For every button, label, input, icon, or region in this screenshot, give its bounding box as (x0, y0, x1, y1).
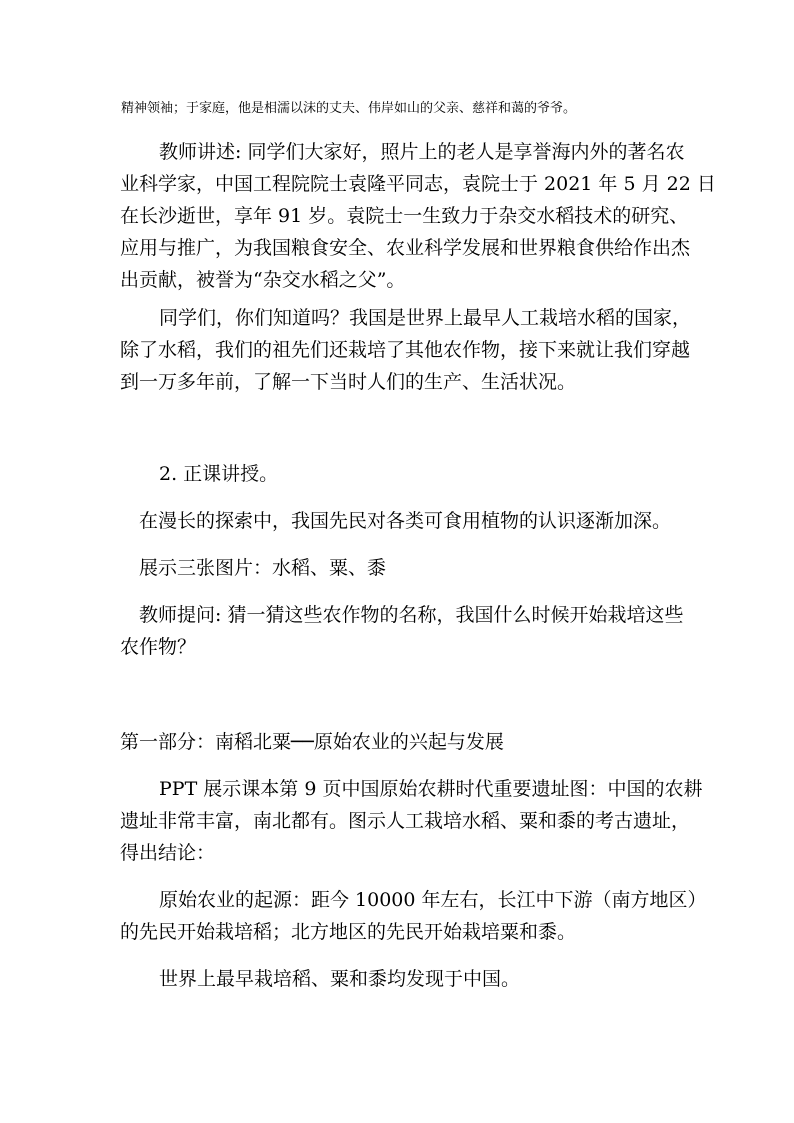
text-line: 除了水稻，我们的祖先们还栽培了其他农作物，接下来就让我们穿越 (120, 339, 691, 361)
text-line: 业科学家，中国工程院院士袁隆平同志，袁院士于 2021 年 5 月 22 日 (120, 173, 716, 195)
text-line-intro: 精神领袖；于家庭，他是相濡以沫的丈夫、伟岸如山的父亲、慈祥和蔼的爷爷。 (121, 101, 577, 116)
text-line-teacher-narration: 教师讲述: 同学们大家好，照片上的老人是享誉海内外的著名农 (159, 141, 685, 163)
text-line-ppt: PPT 展示课本第 9 页中国原始农耕时代重要遗址图：中国的农耕 (159, 778, 703, 800)
section-heading-lecture: 2. 正课讲授。 (159, 463, 279, 485)
text-line: 的先民开始栽培稻；北方地区的先民开始栽培粟和黍。 (120, 921, 577, 943)
text-line: 在漫长的探索中，我国先民对各类可食用植物的认识逐渐加深。 (139, 510, 672, 532)
text-line: 应用与推广，为我国粮食安全、农业科学发展和世界粮食供给作出杰 (120, 237, 691, 259)
text-line: 到一万多年前，了解一下当时人们的生产、生活状况。 (120, 371, 577, 393)
text-line-images: 展示三张图片：水稻、粟、黍 (139, 557, 387, 579)
text-line-origin: 原始农业的起源：距今 10000 年左右，长江中下游（南方地区） (159, 889, 707, 911)
text-line: 得出结论： (120, 842, 216, 864)
text-line: 农作物？ (120, 636, 197, 658)
text-line: 出贡献，被誉为“杂交水稻之父”。 (120, 269, 406, 291)
text-line: 遗址非常丰富，南北都有。图示人工栽培水稻、粟和黍的考古遗址， (120, 810, 691, 832)
text-line-conclusion: 世界上最早栽培稻、粟和黍均发现于中国。 (159, 968, 521, 990)
text-line: 在长沙逝世，享年 91 岁。袁院士一生致力于杂交水稻技术的研究、 (120, 205, 689, 227)
section-heading-part-one: 第一部分：南稻北粟──原始农业的兴起与发展 (120, 731, 504, 753)
text-line-question: 同学们，你们知道吗？我国是世界上最早人工栽培水稻的国家， (159, 307, 692, 329)
text-line-teacher-question: 教师提问: 猜一猜这些农作物的名称，我国什么时候开始栽培这些 (139, 604, 684, 626)
